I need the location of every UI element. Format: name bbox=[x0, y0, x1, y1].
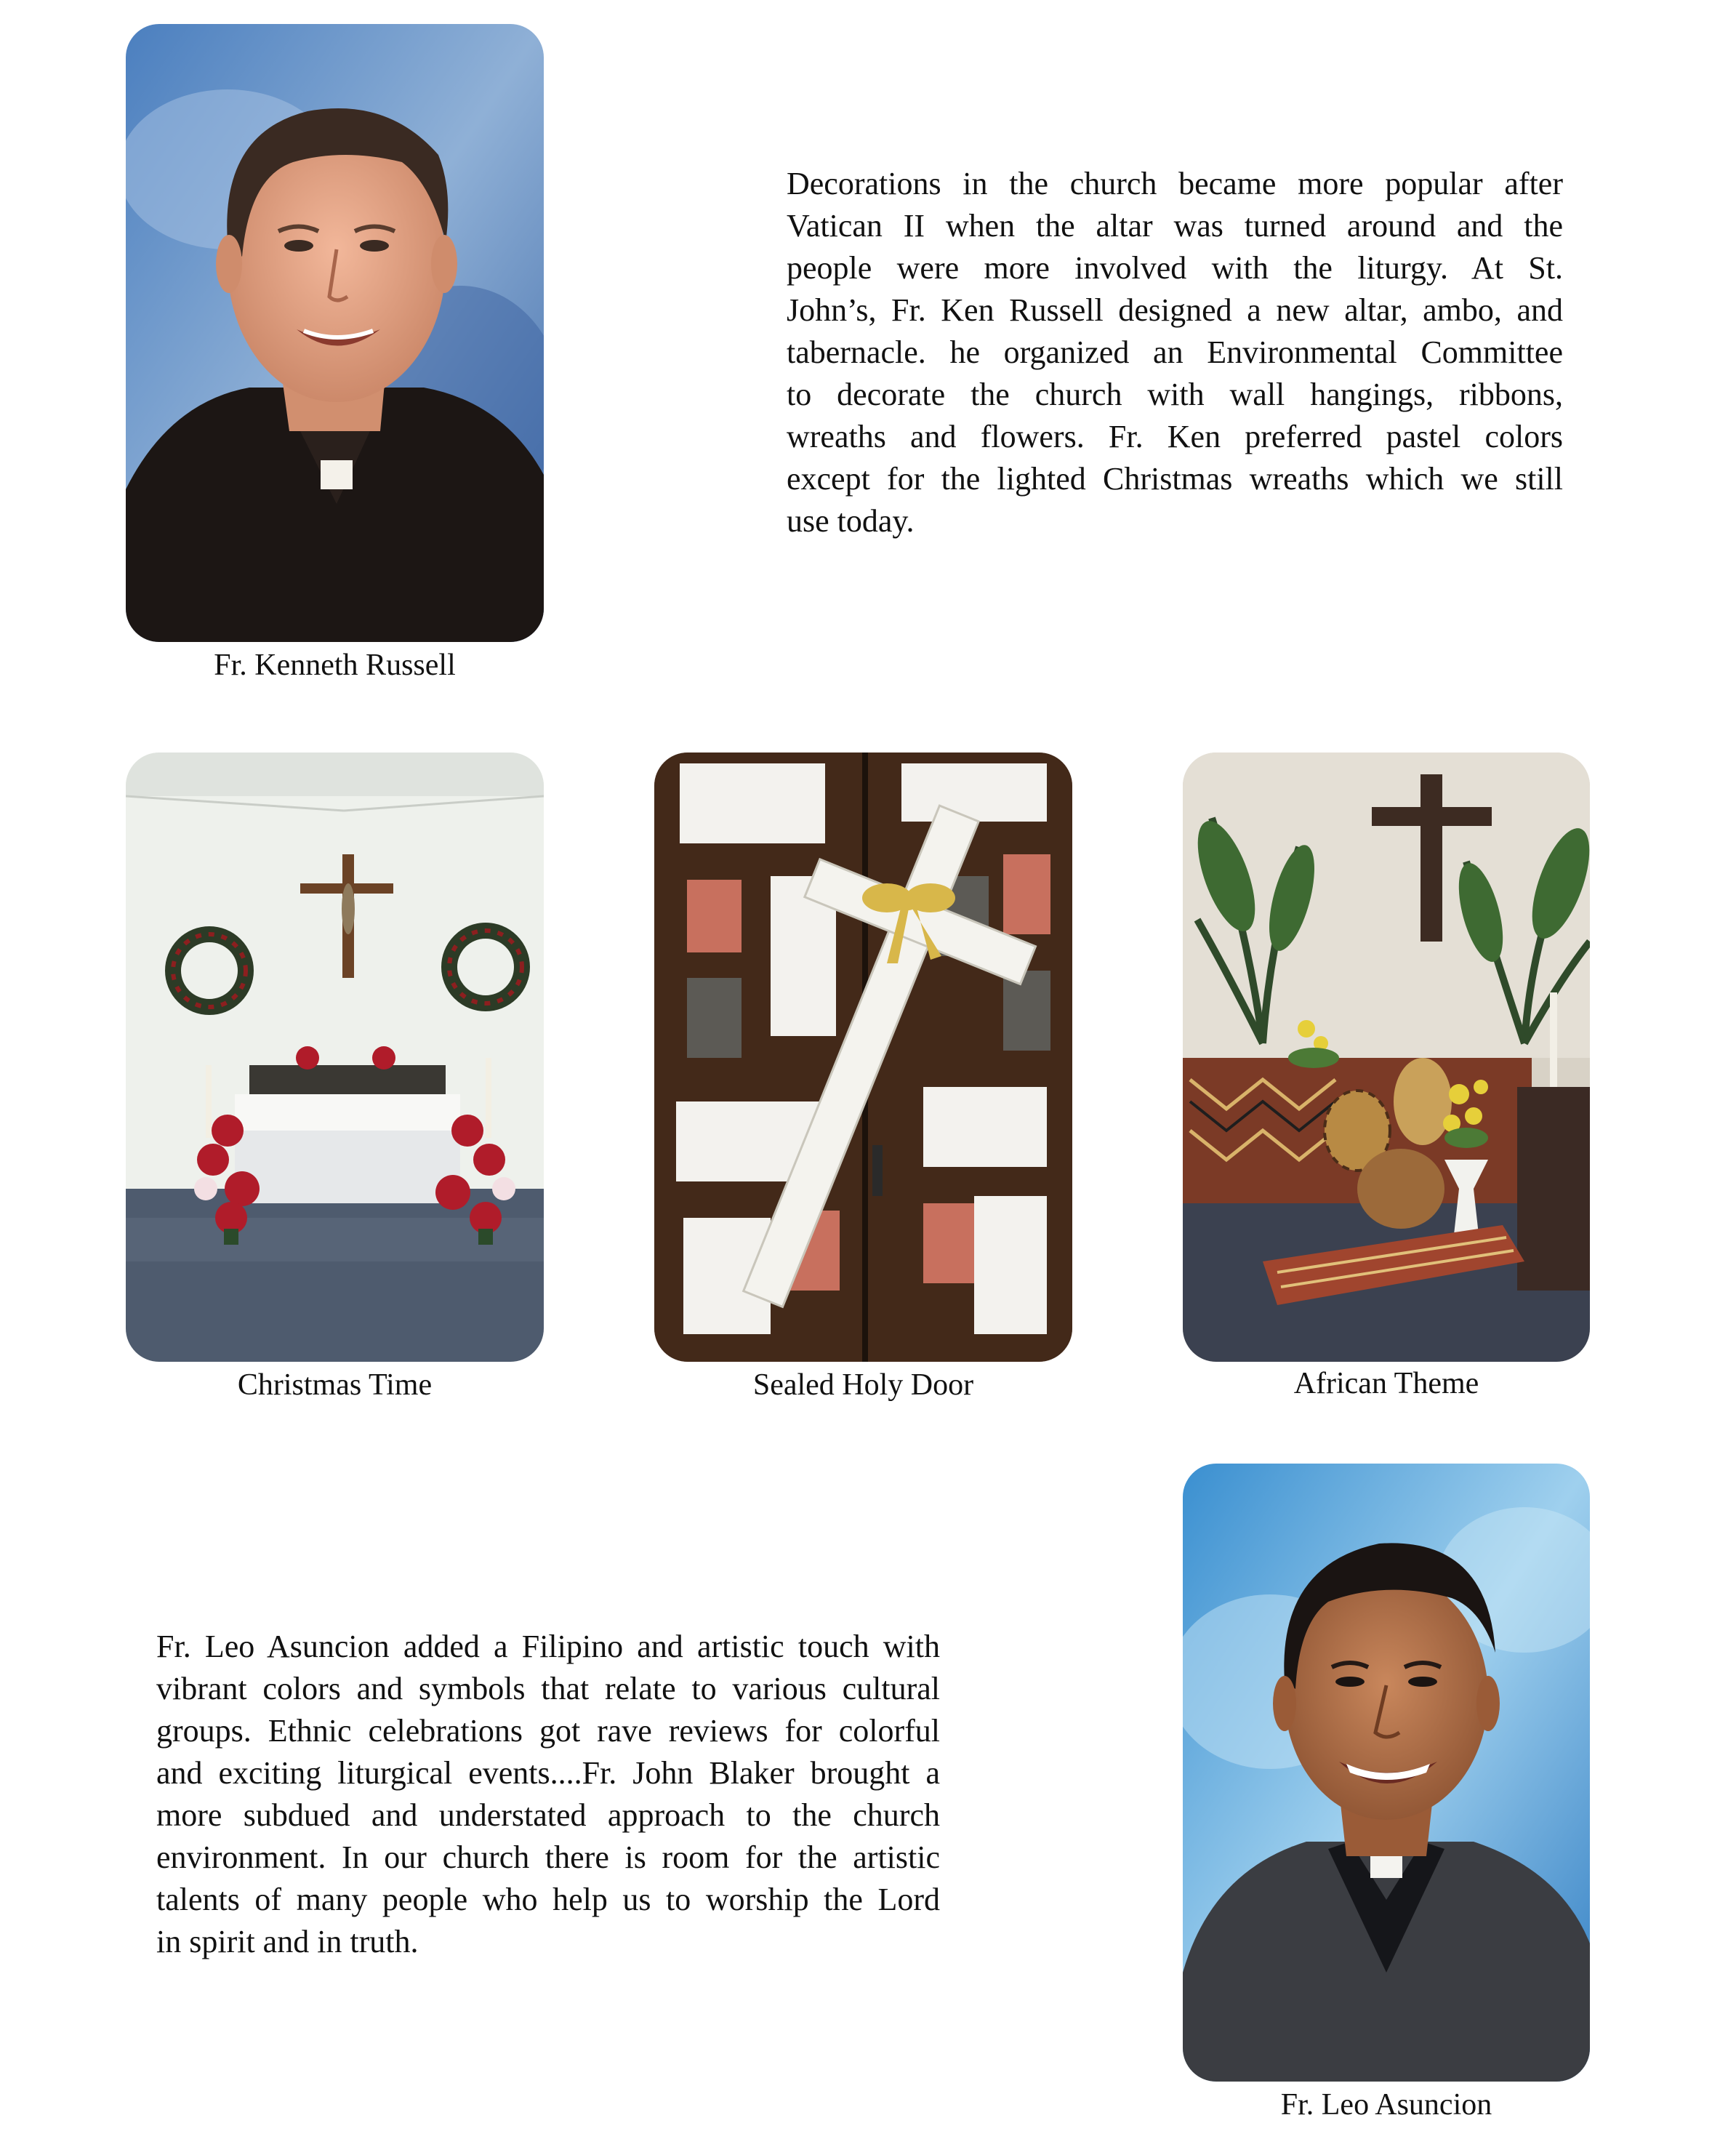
paragraph-line: vibrant colors and symbols that relate to various cultural bbox=[156, 1671, 940, 1706]
paragraph-line: and exciting liturgical events....Fr. John Blaker brought a bbox=[156, 1755, 940, 1791]
paragraph-line: to decorate the church with wall hangings, ribbons, bbox=[787, 377, 1563, 412]
paragraph-line: John’s, Fr. Ken Russell designed a new altar, ambo, and bbox=[787, 292, 1563, 328]
caption-sealed-holy-door: Sealed Holy Door bbox=[752, 1368, 974, 1402]
paragraph-line: talents of many people who help us to worship the Lord bbox=[156, 1882, 940, 1917]
photo-sealed-holy-door bbox=[654, 753, 1072, 1362]
caption-african-theme: African Theme bbox=[1293, 1367, 1479, 1400]
caption-fr-kenneth-russell: Fr. Kenneth Russell bbox=[214, 649, 456, 682]
paragraph-line: use today. bbox=[787, 503, 915, 539]
photo-fr-leo-asuncion bbox=[1183, 1464, 1590, 2082]
african-altar-image bbox=[1183, 753, 1590, 1362]
photo-african-theme bbox=[1183, 753, 1590, 1362]
paragraph-line: tabernacle. he organized an Environmental Committee bbox=[787, 334, 1563, 370]
photo-fr-kenneth-russell bbox=[126, 24, 544, 642]
paragraph-line: more subdued and understated approach to the church bbox=[156, 1797, 940, 1833]
caption-fr-leo-asuncion: Fr. Leo Asuncion bbox=[1280, 2088, 1492, 2122]
portrait-image bbox=[126, 24, 544, 642]
paragraph-line: environment. In our church there is room for the artistic bbox=[156, 1839, 940, 1875]
holy-door-image bbox=[654, 753, 1072, 1362]
christmas-altar-image bbox=[126, 753, 544, 1362]
portrait-image bbox=[1183, 1464, 1590, 2082]
paragraph-decorations bbox=[787, 163, 1563, 542]
paragraph-line: except for the lighted Christmas wreaths which we still bbox=[787, 461, 1563, 497]
paragraph-line: Fr. Leo Asuncion added a Filipino and artistic touch with bbox=[156, 1629, 940, 1664]
paragraph-line: in spirit and in truth. bbox=[156, 1924, 419, 1959]
paragraph-filipino-touch bbox=[156, 1626, 940, 1963]
paragraph-line: groups. Ethnic celebrations got rave reviews for colorful bbox=[156, 1713, 940, 1749]
paragraph-line: wreaths and flowers. Fr. Ken preferred pastel colors bbox=[787, 419, 1563, 454]
caption-christmas-time: Christmas Time bbox=[237, 1368, 433, 1402]
paragraph-line: Vatican II when the altar was turned around and the bbox=[787, 208, 1563, 244]
paragraph-line: Decorations in the church became more popular after bbox=[787, 166, 1563, 201]
photo-christmas-time bbox=[126, 753, 544, 1362]
paragraph-line: people were more involved with the liturgy. At St. bbox=[787, 250, 1563, 286]
